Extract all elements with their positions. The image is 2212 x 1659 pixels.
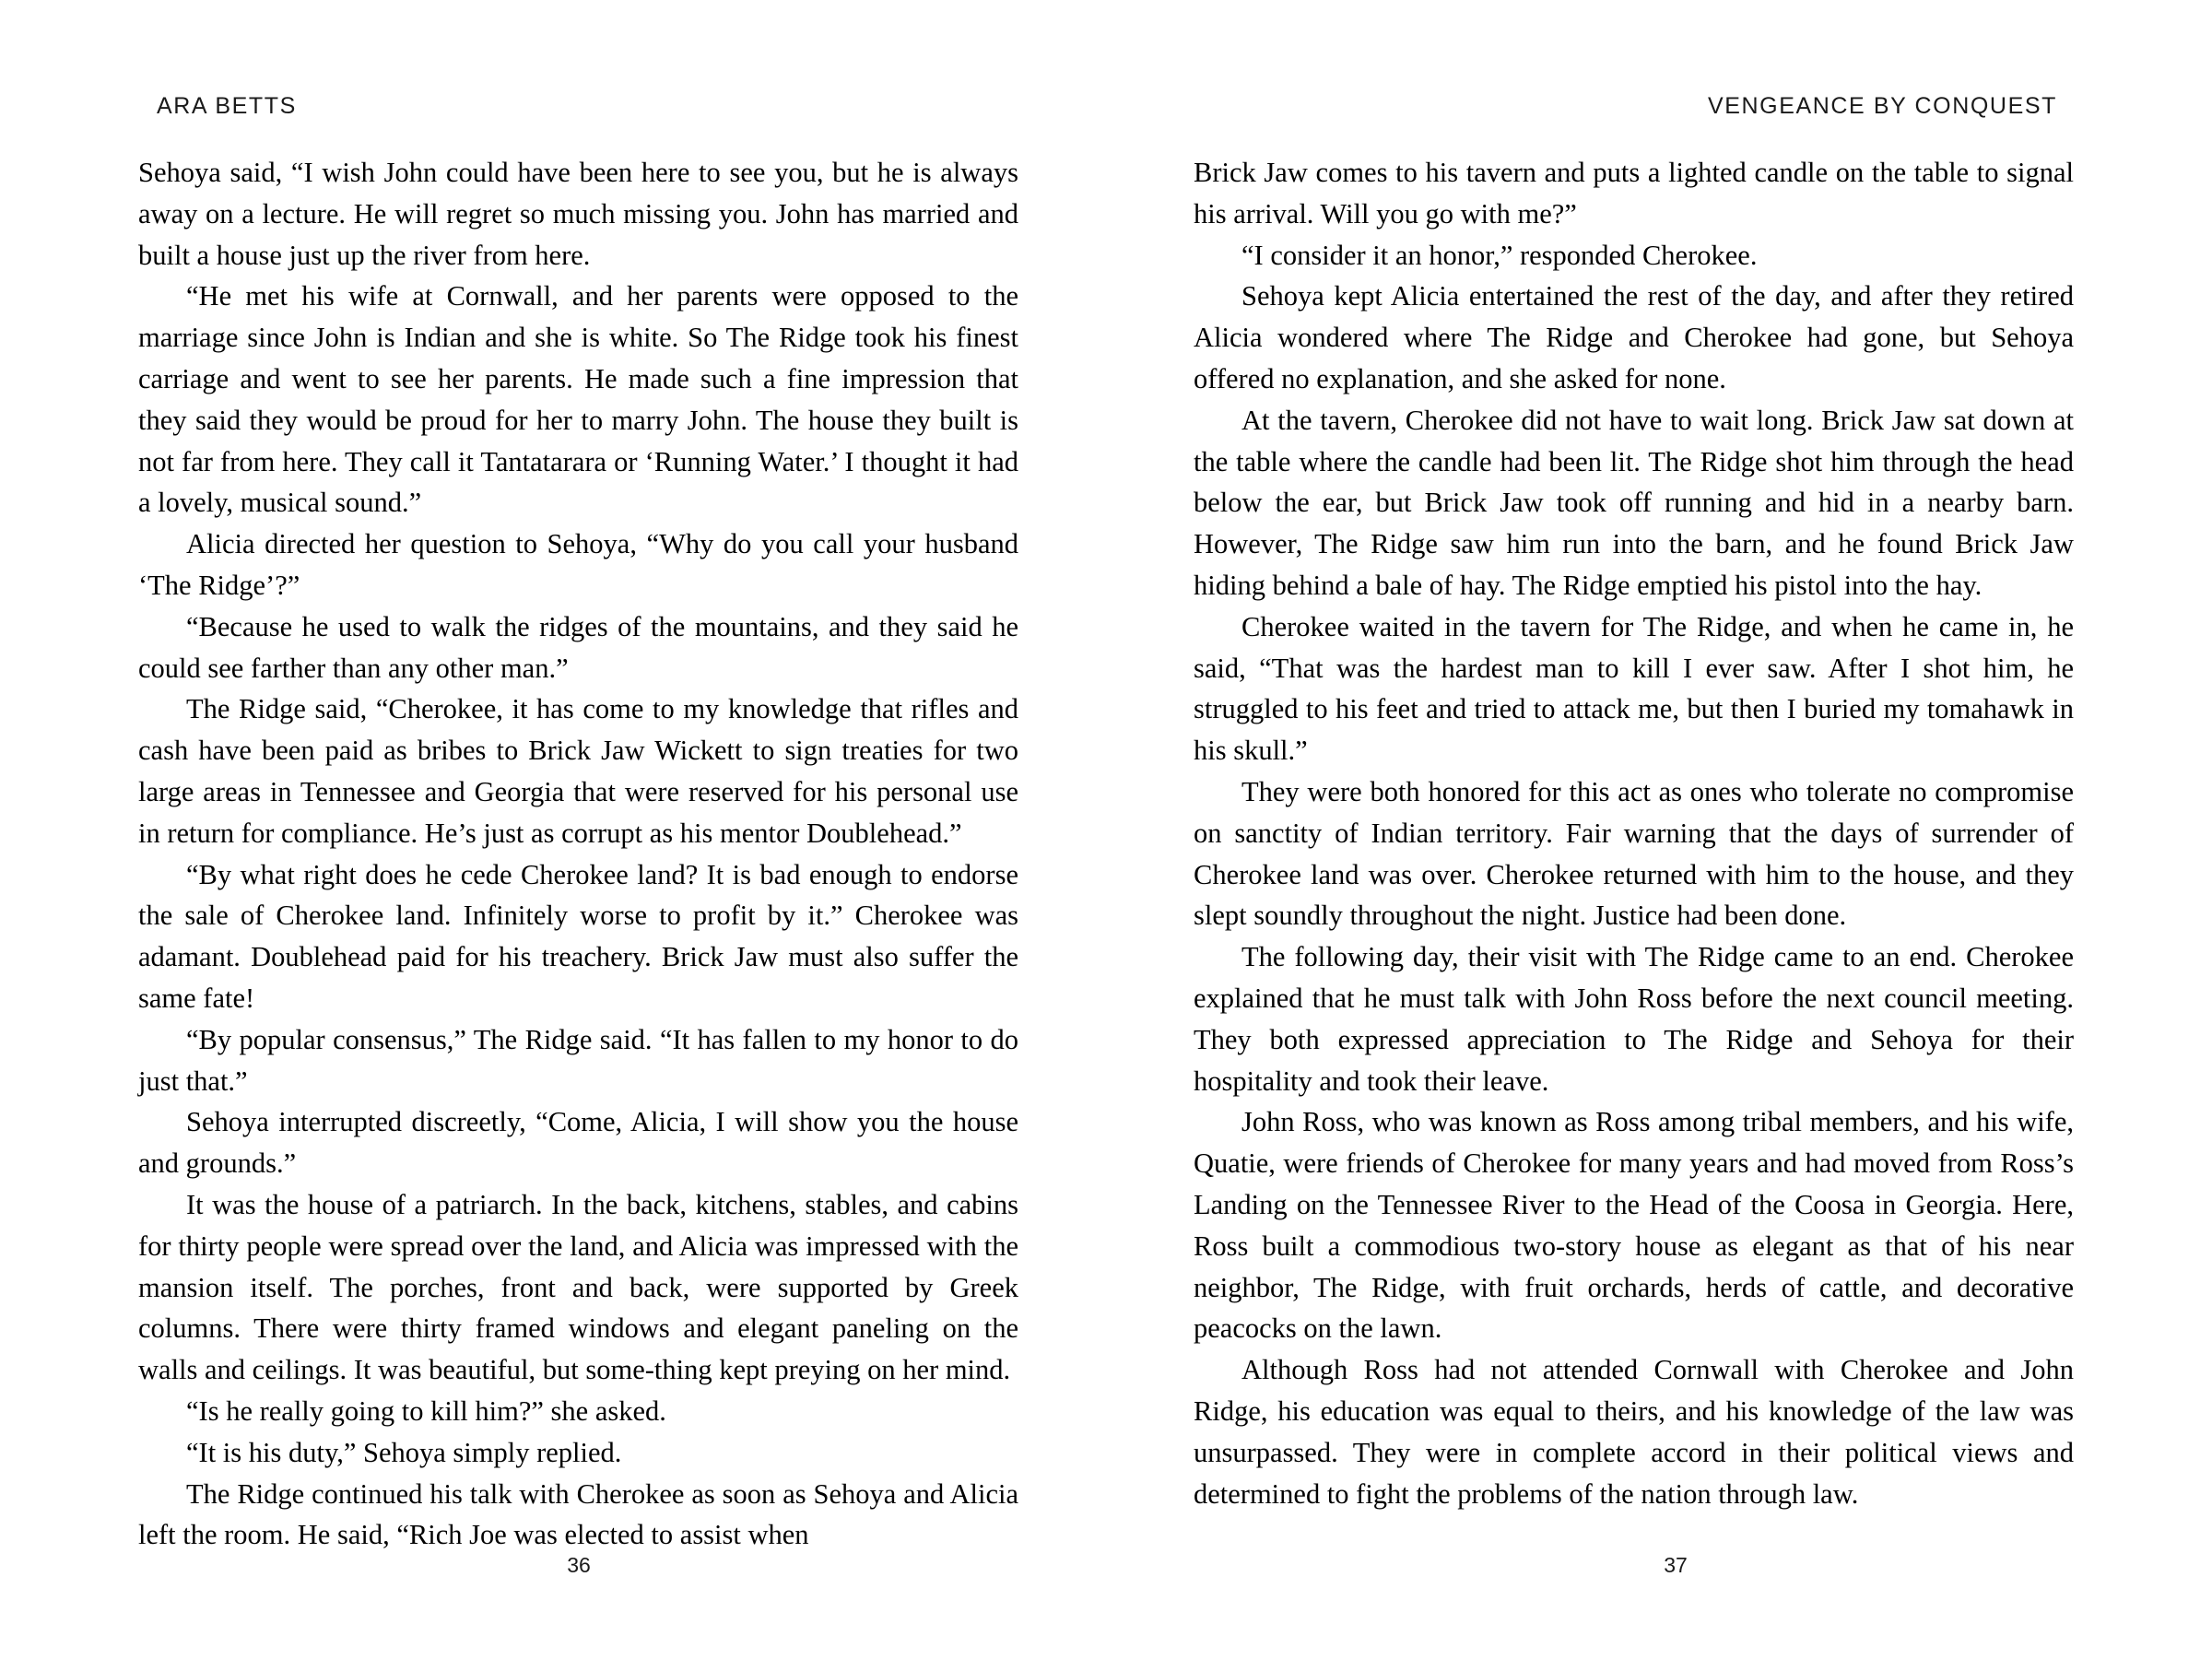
paragraph: The Ridge continued his talk with Cherokee as soon as Sehoya and Alicia left the room. He said, “Rich Joe was elected to assist when: [138, 1477, 1018, 1551]
paragraph: The Ridge said, “Cherokee, it has come to my knowledge that rifles and cash have been paid as bribes to Brick Jaw Wickett to sign treaties for two large areas in Tennessee and Georgia that were reserved for his personal use in return for compliance. He’s just as corrupt as his mentor Doublehead.”: [138, 693, 1018, 849]
body-text-right-column: [1194, 152, 2074, 1514]
paragraph: The following day, their visit with The Ridge came to an end. Cherokee explained that he must talk with John Ross before the next council meeting. They both expressed appreciation to The Ridge and Sehoya for their hospitality and took their leave.: [1194, 941, 2074, 1097]
paragraph: John Ross, who was known as Ross among tribal members, and his wife, Quatie, were friends of Cherokee for many years and had moved from Ross’s Landing on the Tennessee River to the Head of the Coosa in Georgia. Here, Ross built a commodious two-story house as elegant as that of his near neighbor, The Ridge, with fruit orchards, herds of cattle, and decorative peacocks on the lawn.: [1194, 1106, 2074, 1345]
paragraph: Sehoya interrupted discreetly, “Come, Alicia, I will show you the house and grounds.”: [138, 1106, 1018, 1180]
page-right: [1106, 0, 2212, 1659]
paragraph: They were both honored for this act as ones who tolerate no compromise on sanctity of Indian territory. Fair warning that the days of surrender of Cherokee land was over. Cherokee returned with him to the house, and they slept soundly throughout the night. Justice had been done.: [1194, 775, 2074, 932]
page-number-left: 36: [567, 1553, 591, 1577]
paragraph: It was the house of a patriarch. In the back, kitchens, stables, and cabins for thirty people were spread over the land, and Alicia was impressed with the mansion itself. The porches, front and back, were supported by Greek columns. There were thirty framed windows and elegant paneling on the walls and ceilings. It was beautiful, but some-thing kept preying on her mind.: [138, 1188, 1018, 1386]
page-number-right: 37: [1664, 1553, 1688, 1577]
paragraph: Although Ross had not attended Cornwall with Cherokee and John Ridge, his education was equal to theirs, and his knowledge of the law was unsurpassed. They were in complete accord in their political views and determined to fight the problems of the nation through law.: [1194, 1354, 2074, 1510]
paragraph: “Is he really going to kill him?” she asked.: [186, 1394, 666, 1427]
paragraph: Sehoya kept Alicia entertained the rest of the day, and after they retired Alicia wondered where The Ridge and Cherokee had gone, but Sehoya offered no explanation, and she asked for none.: [1194, 280, 2074, 394]
paragraph: “I consider it an honor,” responded Cherokee.: [1241, 239, 1758, 271]
paragraph: Alicia directed her question to Sehoya, “Why do you call your husband ‘The Ridge’?”: [138, 528, 1018, 601]
paragraph: “It is his duty,” Sehoya simply replied.: [186, 1436, 622, 1468]
paragraph: Sehoya said, “I wish John could have been here to see you, but he is always away on a lecture. He will regret so much missing you. John has married and built a house just up the river from here.: [138, 157, 1018, 271]
paragraph: “He met his wife at Cornwall, and her parents were opposed to the marriage since John is Indian and she is white. So The Ridge took his finest carriage and went to see her parents. He made such a fine impression that they said they would be proud for her to marry John. The house they built is not far from here. They call it Tantatarara or ‘Running Water.’ I thought it had a lovely, musical sound.”: [138, 280, 1018, 519]
paragraph: Cherokee waited in the tavern for The Ridge, and when he came in, he said, “That was the hardest man to kill I ever saw. After I shot him, he struggled to his feet and tried to attack me, but then I buried my tomahawk in his skull.”: [1194, 610, 2074, 767]
paragraph: “By what right does he cede Cherokee land? It is bad enough to endorse the sale of Cherokee land. Infinitely worse to profit by it.” Cherokee was adamant. Doublehead paid for his treachery. Brick Jaw must also suffer the same fate!: [138, 858, 1018, 1014]
running-head-author: ARA BETTS: [157, 93, 297, 119]
running-head-title: VENGEANCE BY CONQUEST: [1707, 93, 2057, 119]
paragraph: “By popular consensus,” The Ridge said. “It has fallen to my honor to do just that.”: [138, 1023, 1018, 1097]
body-text-left-column: [138, 152, 1018, 1556]
paragraph: At the tavern, Cherokee did not have to wait long. Brick Jaw sat down at the table where the candle had been lit. The Ridge shot him through the head below the ear, but Brick Jaw took off running and hid in a nearby barn. However, The Ridge saw him run into the barn, and he found Brick Jaw hiding behind a bale of hay. The Ridge emptied his pistol into the hay.: [1194, 404, 2074, 601]
paragraph: “Because he used to walk the ridges of the mountains, and they said he could see farther than any other man.”: [138, 610, 1018, 684]
paragraph: Brick Jaw comes to his tavern and puts a lighted candle on the table to signal his arrival. Will you go with me?”: [1194, 157, 2074, 229]
